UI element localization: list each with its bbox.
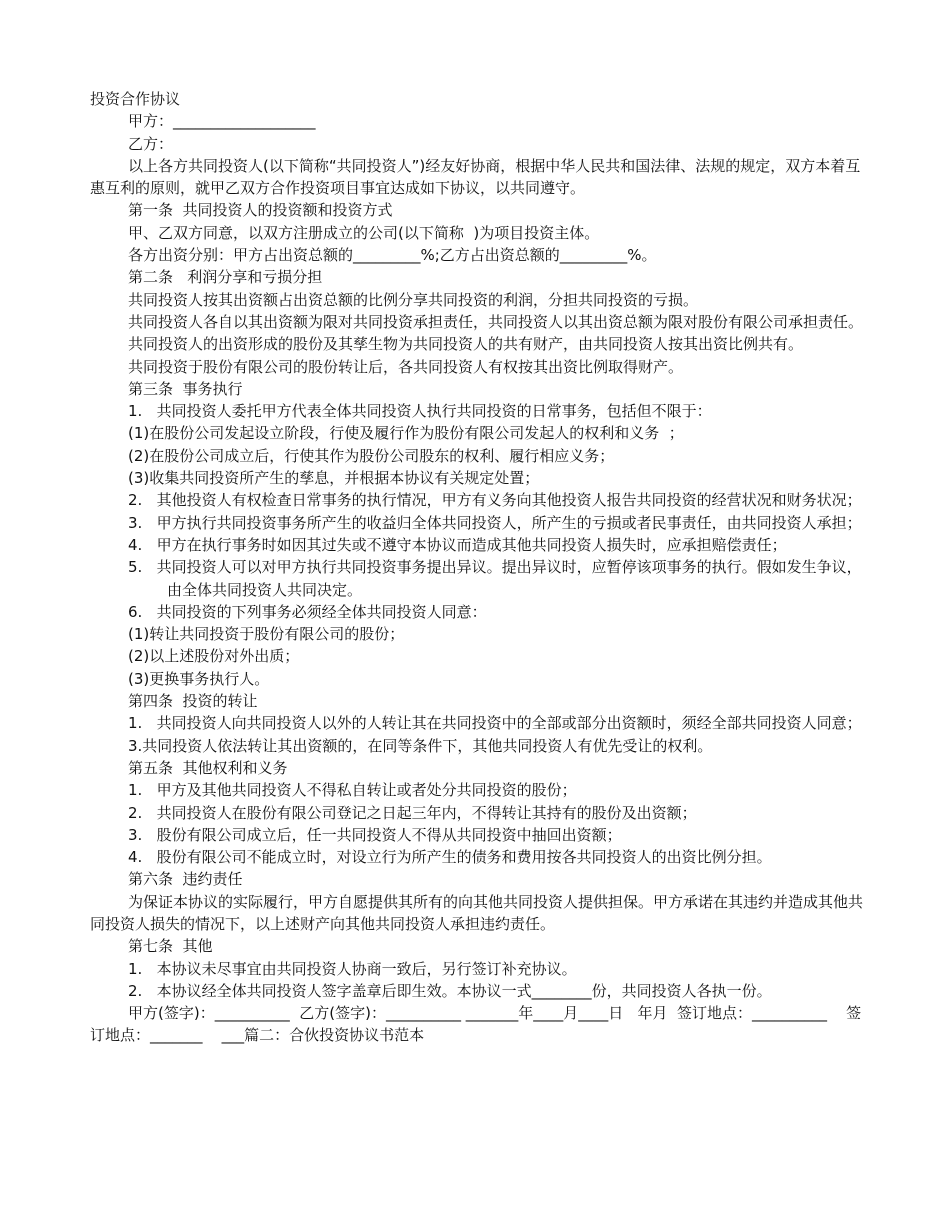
article-3-item: 2. 其他投资人有权检查日常事务的执行情况，甲方有义务向其他投资人报告共同投资的经营状况和财务状况； <box>128 491 862 510</box>
article-2-paragraph: 共同投资人按其出资额占出资总额的比例分享共同投资的利润，分担共同投资的亏损。 <box>128 290 699 309</box>
article-3-item: 1. 共同投资人委托甲方代表全体共同投资人执行共同投资的日常事务，包括但不限于： <box>128 402 712 421</box>
article-3-subitem: (1)转让共同投资于股份有限公司的股份； <box>128 625 405 644</box>
article-7-item: 1. 本协议未尽事宜由共同投资人协商一致后，另行签订补充协议。 <box>128 959 577 978</box>
article-4-heading: 第四条 投资的转让 <box>128 692 258 711</box>
article-5-heading: 第五条 其他权利和义务 <box>128 758 288 777</box>
article-4-item: 3.共同投资人依法转让其出资额的，在同等条件下，其他共同投资人有优先受让的权利。 <box>128 736 713 755</box>
article-1-paragraph: 各方出资分别：甲方占出资总额的_________%;乙方占出资总额的_________%。 <box>128 246 657 265</box>
article-4-item: 1. 共同投资人向共同投资人以外的人转让其在共同投资中的全部或部分出资额时，须经全部共同投资人同意； <box>128 714 862 733</box>
article-3-subitem: (3)收集共同投资所产生的孳息，并根据本协议有关规定处置； <box>128 469 540 488</box>
article-7-heading: 第七条 其他 <box>128 937 213 956</box>
article-3-heading: 第三条 事务执行 <box>128 379 243 398</box>
article-1-heading: 第一条 共同投资人的投资额和投资方式 <box>128 201 393 220</box>
article-5-item: 3. 股份有限公司成立后，任一共同投资人不得从共同投资中抽回出资额； <box>128 825 622 844</box>
article-5-item: 1. 甲方及其他共同投资人不得私自转让或者处分共同投资的股份； <box>128 781 577 800</box>
article-3-subitem: (2)以上述股份对外出质； <box>128 647 300 666</box>
party-a-line: 甲方：___________________ <box>128 112 316 131</box>
article-3-subitem: (2)在股份公司成立后，行使其作为股份公司股东的权利、履行相应义务； <box>128 446 615 465</box>
article-6-heading: 第六条 违约责任 <box>128 870 243 889</box>
article-5-item: 2. 共同投资人在股份有限公司登记之日起三年内，不得转让其持有的股份及出资额； <box>128 803 697 822</box>
article-3-item: 4. 甲方在执行事务时如因其过失或不遵守本协议而造成其他共同投资人损失时，应承担赔偿责任； <box>128 535 787 554</box>
document-body <box>90 88 865 1047</box>
doc-title: 投资合作协议 <box>90 90 181 108</box>
article-1-paragraph: 甲、乙双方同意，以双方注册成立的公司(以下简称 )为项目投资主体。 <box>128 223 600 242</box>
article-3-subitem: (3)更换事务执行人。 <box>128 669 270 688</box>
article-3-item: 3. 甲方执行共同投资事务所产生的收益归全体共同投资人，所产生的亏损或者民事责任，由共同投资人承担； <box>128 513 862 532</box>
signature-block: 甲方(签字)：__________ 乙方(签字)：__________ _______年____月____日 年月 签订地点：__________ 签订地点：_______ ___篇二：合伙投资协议书范本 <box>90 1004 862 1045</box>
article-6-paragraph: 为保证本协议的实际履行，甲方自愿提供其所有的向其他共同投资人提供担保。甲方承诺在其违约并造成其他共同投资人损失的情况下，以上述财产向其他共同投资人承担违约责任。 <box>90 892 864 933</box>
article-2-paragraph: 共同投资人的出资形成的股份及其孳生物为共同投资人的共有财产，由共同投资人按其出资比例共有。 <box>128 335 804 354</box>
article-3-item: 5. 共同投资人可以对甲方执行共同投资事务提出异议。提出异议时，应暂停该项事务的执行。假如发生争议，由全体共同投资人共同决定。 <box>128 558 862 599</box>
article-2-paragraph: 共同投资人各自以其出资额为限对共同投资承担责任，共同投资人以其出资总额为限对股份有限公司承担责任。 <box>128 312 864 331</box>
article-2-heading: 第二条 利润分享和亏损分担 <box>128 268 323 287</box>
party-b-line: 乙方： <box>128 134 174 153</box>
intro-paragraph: 以上各方共同投资人(以下简称“共同投资人”)经友好协商，根据中华人民共和国法律、法规的规定，双方本着互惠互利的原则，就甲乙双方合作投资项目事宜达成如下协议，以共同遵守。 <box>90 156 861 198</box>
article-3-subitem: (1)在股份公司发起设立阶段，行使及履行作为股份有限公司发起人的权利和义务 ； <box>128 424 684 443</box>
article-7-item: 2. 本协议经全体共同投资人签字盖章后即生效。本协议一式________份，共同投资人各执一份。 <box>128 981 772 1000</box>
article-3-item: 6. 共同投资的下列事务必须经全体共同投资人同意： <box>128 602 487 621</box>
article-5-item: 4. 股份有限公司不能成立时，对设立行为所产生的债务和费用按各共同投资人的出资比例分担。 <box>128 848 772 867</box>
article-2-paragraph: 共同投资于股份有限公司的股份转让后，各共同投资人有权按其出资比例取得财产。 <box>128 357 684 376</box>
